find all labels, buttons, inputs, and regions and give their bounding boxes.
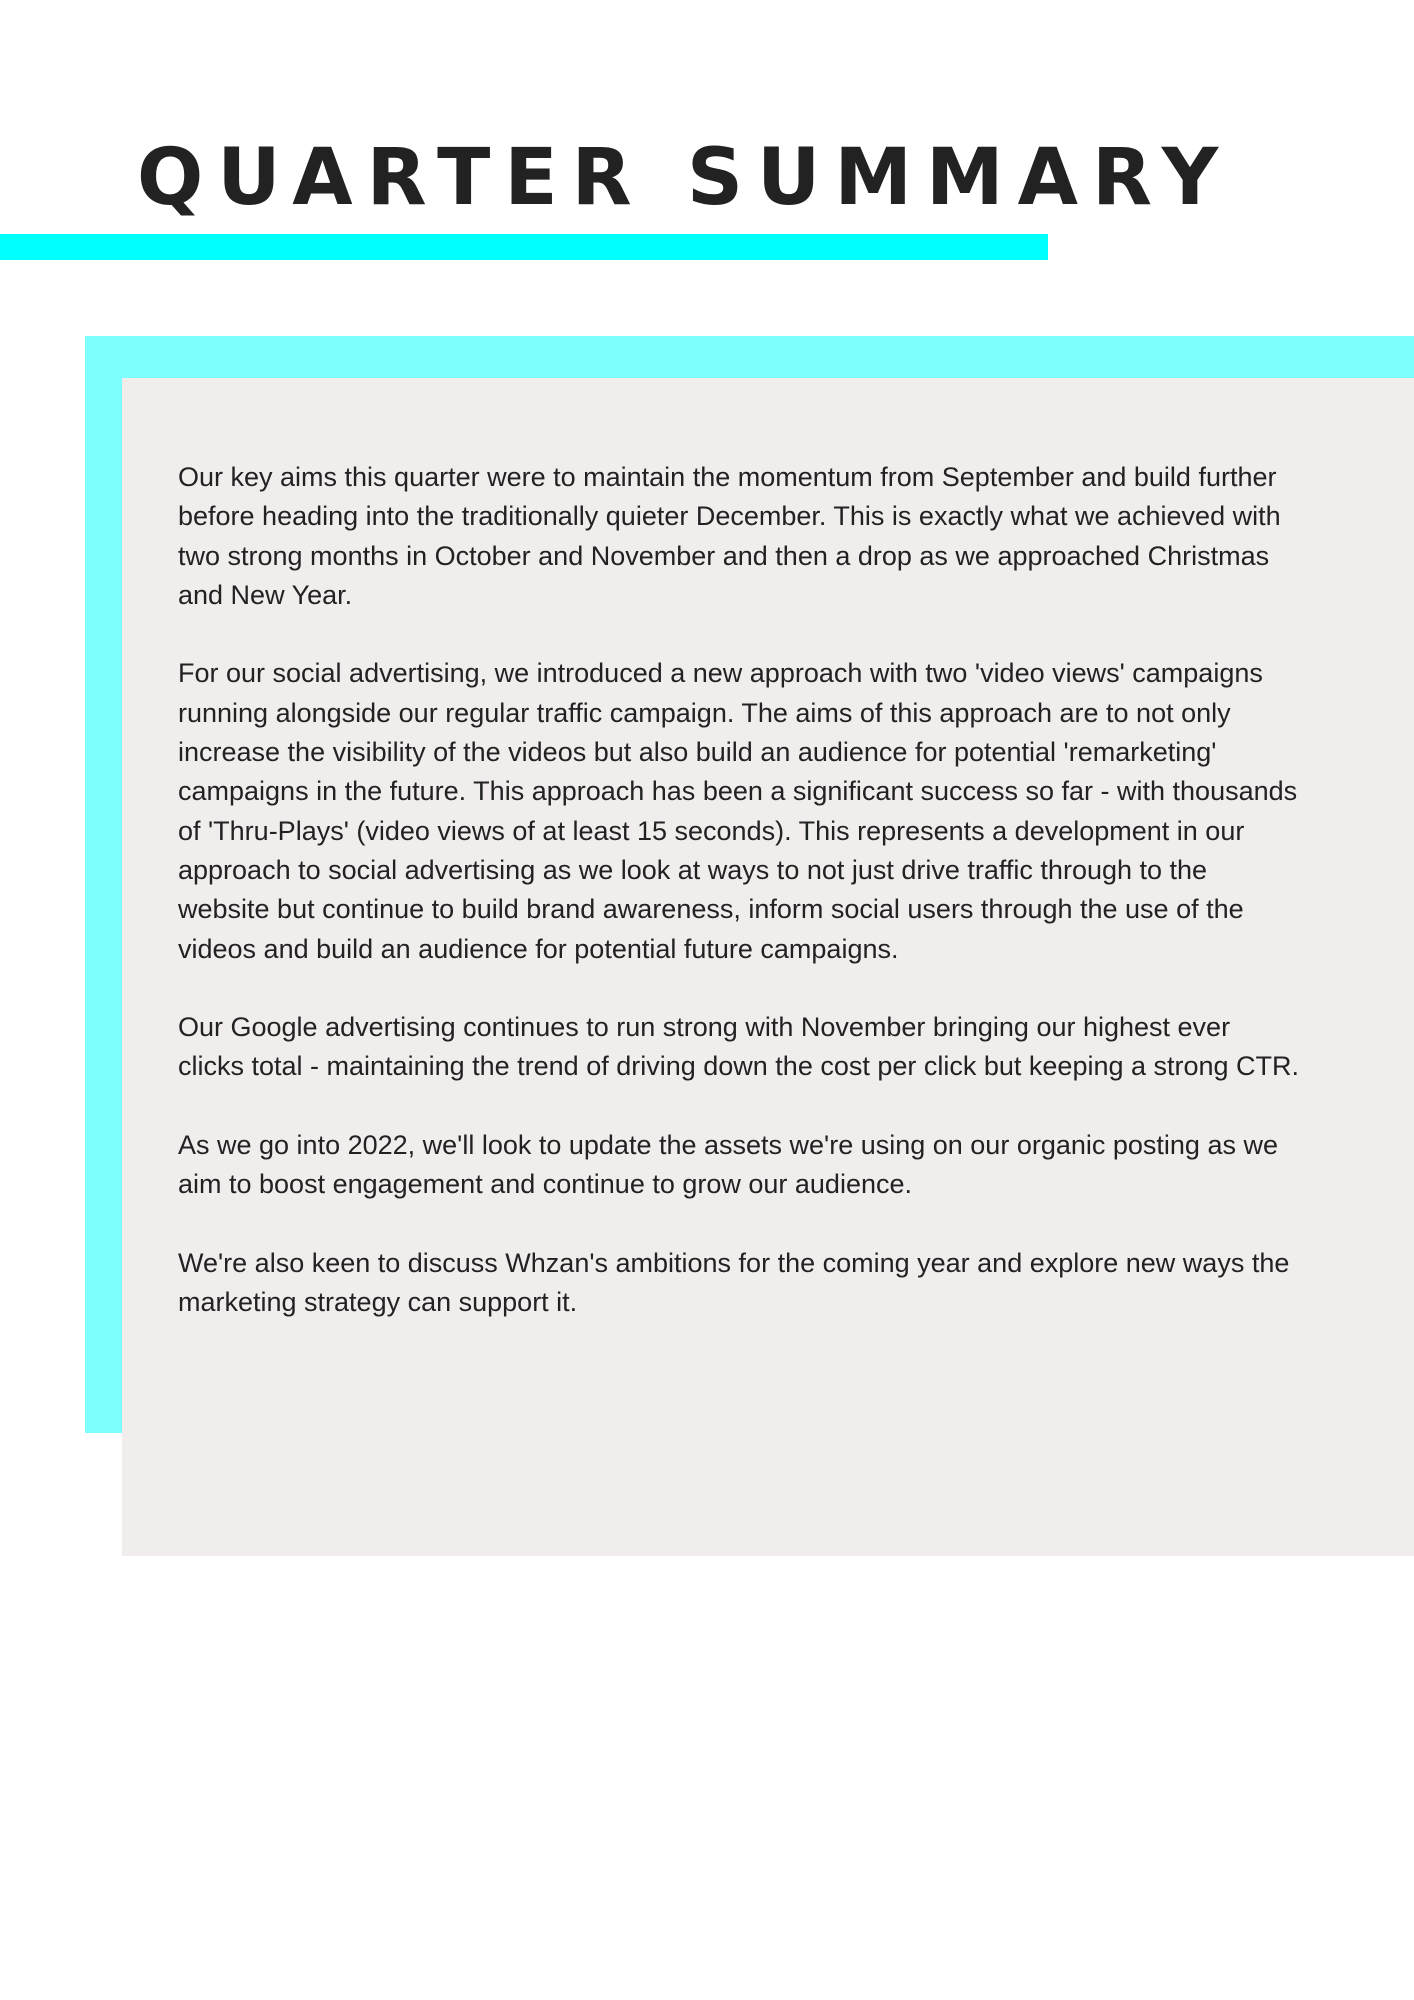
summary-paragraph-2022-plans: As we go into 2022, we'll look to update the assets we're using on our organic posting as we aim to boost engagement and continue to grow our audience.	[178, 1130, 1278, 1200]
page-title: QUARTER SUMMARY	[137, 133, 1233, 223]
title-underline-bar	[0, 234, 1048, 260]
summary-paragraph-momentum: Our key aims this quarter were to maintain the momentum from September and build further before heading into the traditionally quieter December. This is exactly what we achieved with two strong months in October and November and then a drop as we approached Christmas and New Year.	[178, 462, 1281, 610]
summary-paragraph-ambitions: We're also keen to discuss Whzan's ambitions for the coming year and explore new ways the marketing strategy can support it.	[178, 1247, 1290, 1318]
summary-paragraph-google-advertising: Our Google advertising continues to run strong with November bringing our highest ever clicks total - maintaining the trend of driving down the cost per click but keeping a strong CTR.	[178, 1012, 1300, 1082]
summary-text	[178, 458, 1303, 1362]
summary-paragraph-social-advertising: For our social advertising, we introduced a new approach with two 'video views' campaigns running alongside our regular traffic campaign. The aims of this approach are to not only increase the visibility of the videos but also build an audience for potential 'remarketing' campaigns in the future. This approach has been a significant success so far - with thousands of 'Thru-Plays' (video views of at least 15 seconds). This represents a development in our approach to social advertising as we look at ways to not just drive traffic through to the website but continue to build brand awareness, inform social users through the use of the videos and build an audience for potential future campaigns.	[178, 658, 1298, 964]
